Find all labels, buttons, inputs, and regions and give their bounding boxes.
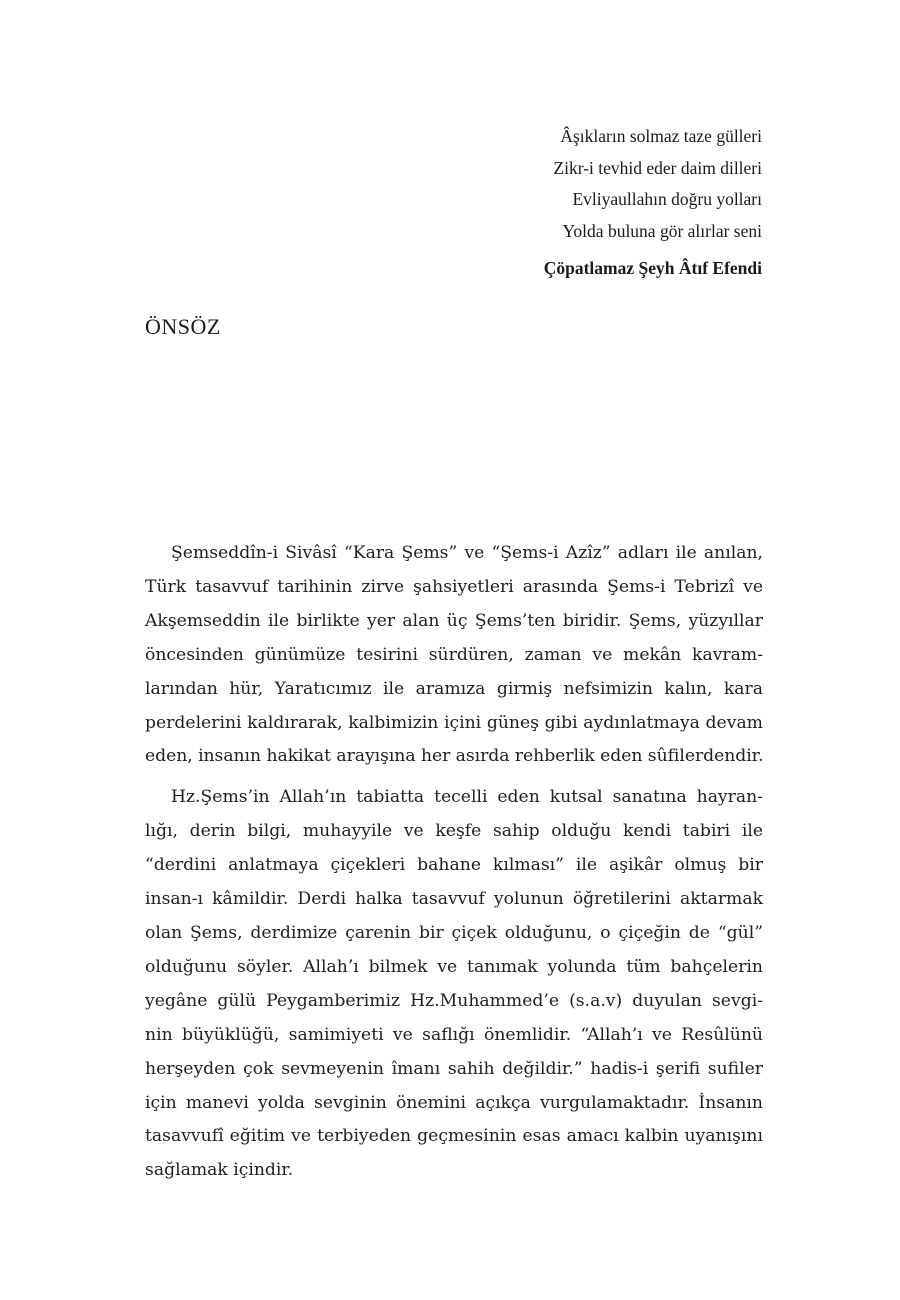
epigraph-line: Âşıkların solmaz taze gülleri: [560, 126, 762, 146]
text-line: nin büyüklüğü, samimiyeti ve saflığı önemlidir. “Allah’ı ve Resûlünü: [145, 1024, 763, 1045]
text-line: için manevi yolda sevginin önemini açıkça vurgulamaktadır. İnsanın: [145, 1092, 763, 1113]
text-line: “derdini anlatmaya çiçekleri bahane kılması” ile aşikâr olmuş bir: [145, 855, 763, 876]
paragraph: [145, 537, 763, 774]
paragraph: [145, 781, 763, 1188]
text-line: sağlamak içindir.: [145, 1160, 294, 1181]
epigraph-line: Yolda buluna gör alırlar seni: [562, 220, 762, 241]
epigraph-line: Evliyaullahın doğru yolları: [572, 189, 762, 209]
text-line: Akşemseddin ile birlikte yer alan üç Şems’ten biridir. Şems, yüzyıllar: [145, 610, 763, 631]
text-line: lığı, derin bilgi, muhayyile ve keşfe sahip olduğu kendi tabiri ile: [145, 821, 763, 842]
text-line: Hz.Şems’in Allah’ın tabiatta tecelli eden kutsal sanatına hayran-: [171, 787, 763, 808]
text-line: olduğunu söyler. Allah’ı bilmek ve tanımak yolunda tüm bahçelerin: [145, 956, 763, 977]
text-line: Şemseddîn-i Sivâsî “Kara Şems” ve “Şems-i Azîz” adları ile anılan,: [171, 543, 763, 563]
text-line: tasavvufî eğitim ve terbiyeden geçmesinin esas amacı kalbin uyanışını: [145, 1126, 763, 1147]
text-line: insan-ı kâmildir. Derdi halka tasavvuf yolunun öğretilerini aktarmak: [145, 889, 763, 910]
text-line: perdelerini kaldırarak, kalbimizin içini güneş gibi aydınlatmaya devam: [145, 712, 763, 733]
body-text: [145, 537, 763, 1195]
epigraph: [342, 121, 762, 285]
text-line: olan Şems, derdimize çarenin bir çiçek olduğunu, o çiçeğin de “gül”: [145, 922, 763, 943]
text-line: öncesinden günümüze tesirini sürdüren, zaman ve mekân kavram-: [145, 644, 763, 665]
epigraph-line: Zikr-i tevhid eder daim dilleri: [553, 157, 762, 178]
epigraph-author: Çöpatlamaz Şeyh Âtıf Efendi: [543, 258, 762, 278]
text-line: herşeyden çok sevmeyenin îmanı sahih değildir.” hadis-i şerifi sufiler: [145, 1058, 763, 1079]
text-line: eden, insanın hakikat arayışına her asırda rehberlik eden sûfilerdendir.: [145, 746, 764, 767]
text-line: larından hür, Yaratıcımız ile aramıza girmiş nefsimizin kalın, kara: [145, 678, 763, 699]
section-heading: ÖNSÖZ: [145, 314, 221, 339]
text-line: yegâne gülü Peygamberimiz Hz.Muhammed’e (s.a.v) duyulan sevgi-: [145, 990, 763, 1011]
text-line: Türk tasavvuf tarihinin zirve şahsiyetleri arasında Şems-i Tebrizî ve: [145, 576, 763, 597]
